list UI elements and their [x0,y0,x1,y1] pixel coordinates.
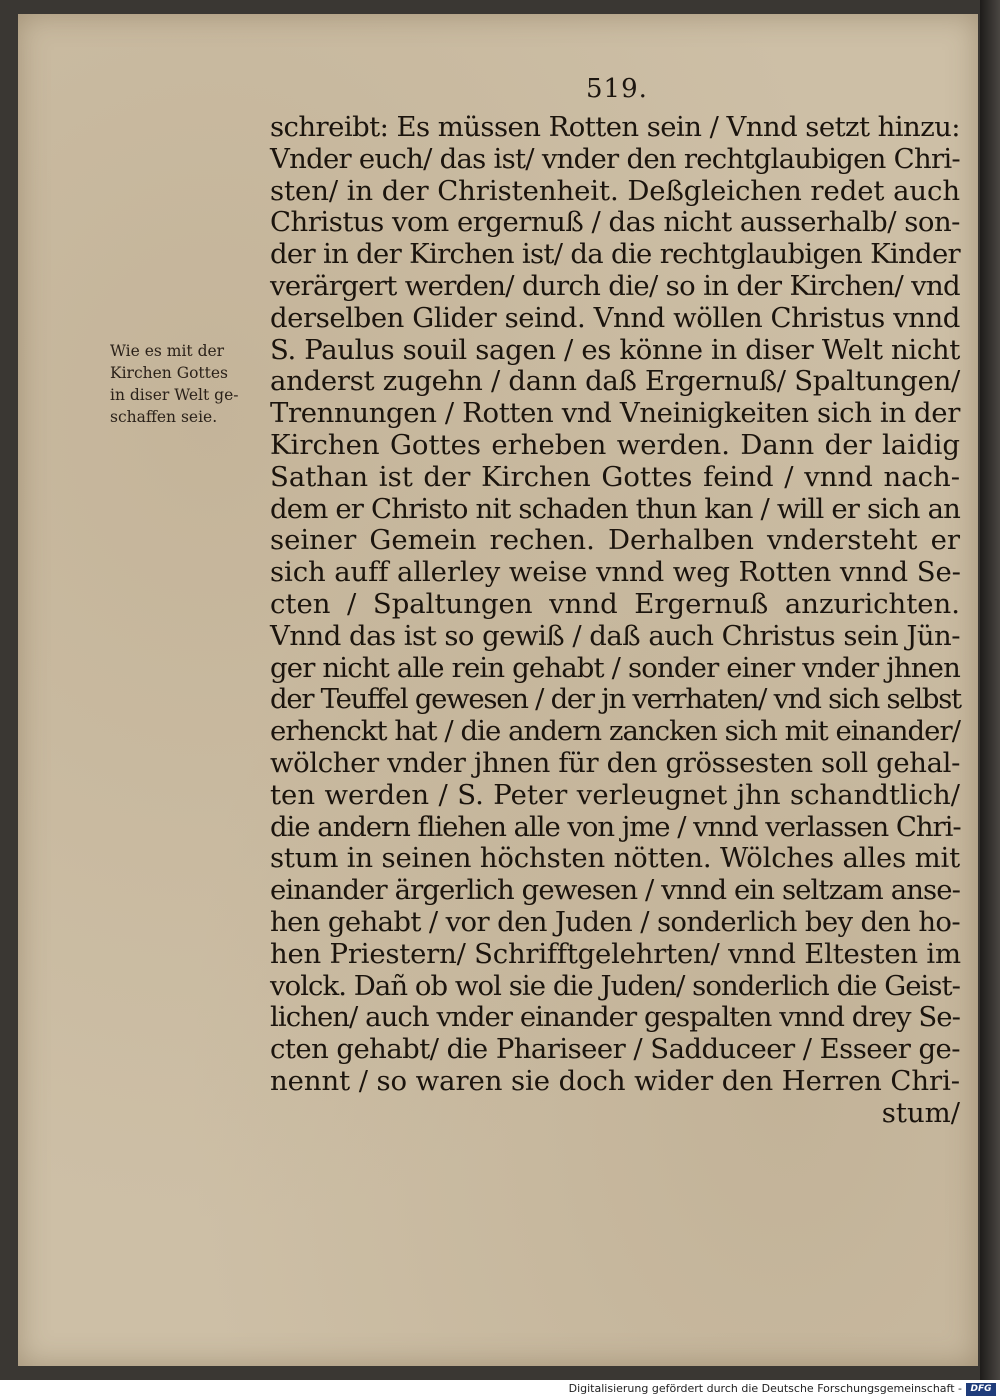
text-line: cten / Spaltungen vnnd Ergernuß anzurichten. [270,587,960,620]
body-text [270,112,960,1130]
text-line: volck. Dañ ob wol sie die Juden/ sonderlich die Geist- [270,969,960,1002]
text-line: hen Priestern/ Schrifftgelehrten/ vnnd Eltesten im [270,937,961,970]
text-line: Sathan ist der Kirchen Gottes feind / vnnd nach- [270,460,960,493]
text-line: einander ärgerlich gewesen / vnnd ein seltzam anse- [270,874,960,907]
text-line: der Teuffel gewesen / der jn verrhaten/ vnd sich selbst [270,683,961,716]
text-line: ger nicht alle rein gehabt / sonder einer vnder jhnen [270,651,960,684]
page-number: 519. [586,74,648,104]
marginal-note-line: Kirchen Gottes [110,364,228,382]
text-line: anderst zugehn / dann daß Ergernuß/ Spaltungen/ [270,365,960,398]
text-line: Kirchen Gottes erheben werden. Dann der laidig [270,428,960,461]
text-line: verärgert werden/ durch die/ so in der Kirchen/ vnd [270,269,960,302]
text-line: wölcher vnder jhnen für den grössesten soll gehal- [270,746,960,779]
book-spine-edge [980,0,1000,1380]
marginal-note-line: schaffen seie. [110,408,218,426]
marginal-note-line: Wie es mit der [110,342,225,360]
text-line: dem er Christo nit schaden thun kan / will er sich an [270,492,960,525]
text-line: derselben Glider seind. Vnnd wöllen Christus vnnd [270,301,960,334]
text-line: stum in seinen höchsten nötten. Wölches alles mit [270,842,960,875]
dfg-logo: DFG [966,1383,996,1396]
text-line: sten/ in der Christenheit. Deßgleichen redet auch [270,174,960,207]
text-line: sich auff allerley weise vnnd weg Rotten vnnd Se- [270,556,961,589]
text-line: die andern fliehen alle von jme / vnnd verlassen Chri- [270,810,961,843]
text-line: schreibt: Es müssen Rotten sein / Vnnd setzt hinzu: [270,111,960,143]
text-line: S. Paulus souil sagen / es könne in diser Welt nicht [270,333,960,366]
text-line: Christus vom ergernuß / das nicht ausserhalb/ son- [270,206,960,239]
marginal-note [110,340,260,428]
catchword-line: stum/ [881,1096,960,1129]
text-line: ten werden / S. Peter verleugnet jhn schandtlich/ [270,778,960,811]
text-line: Vnnd das ist so gewiß / daß auch Christus sein Jün- [270,619,960,652]
footer-bar [0,1380,1000,1400]
text-line: cten gehabt/ die Phariseer / Sadduceer / Esseer ge- [270,1033,961,1066]
text-line: der in der Kirchen ist/ da die rechtglaubigen Kinder [270,238,960,271]
funding-credit: Digitalisierung gefördert durch die Deutsche Forschungsgemeinschaft - [568,1382,962,1395]
text-line: erhenckt hat / die andern zancken sich mit einander/ [270,715,960,748]
text-line: Vnder euch/ das ist/ vnder den rechtglaubigen Chri- [270,142,960,175]
marginal-note-line: in diser Welt ge- [110,386,239,404]
text-line: lichen/ auch vnder einander gespalten vnnd drey Se- [270,1001,960,1034]
text-line: nennt / so waren sie doch wider den Herren Chri- [270,1064,960,1097]
text-line: Trennungen / Rotten vnd Vneinigkeiten sich in der [270,397,960,430]
text-line: hen gehabt / vor den Juden / sonderlich bey den ho- [270,905,960,938]
text-line: seiner Gemein rechen. Derhalben vndersteht er [270,524,960,557]
